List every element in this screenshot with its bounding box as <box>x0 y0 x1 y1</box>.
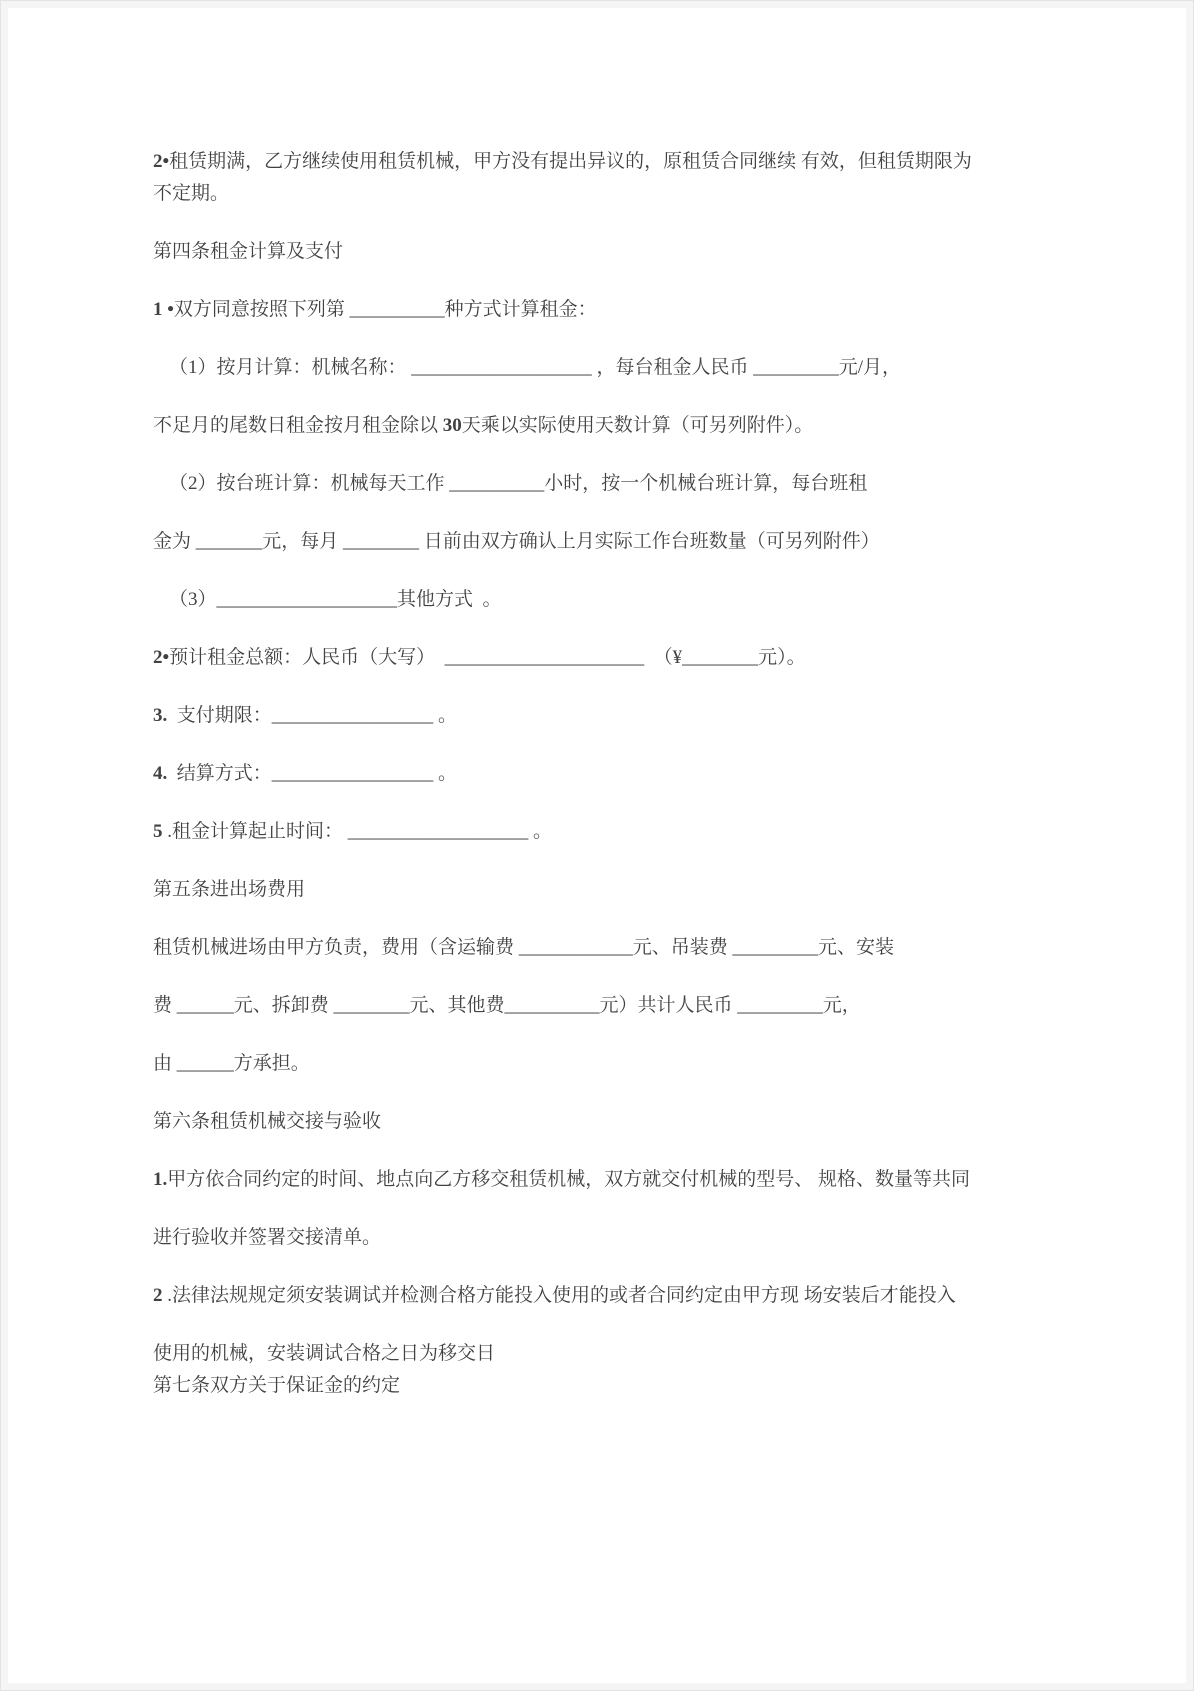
text-segment: 支付期限：_________________ 。 <box>167 705 458 726</box>
text-segment: 5 <box>153 821 163 842</box>
text-segment: 2• <box>153 151 170 172</box>
text-segment: 进行验收并签署交接清单。 <box>153 1227 382 1248</box>
text-segment: 3. <box>153 705 168 726</box>
document-line <box>153 1051 1053 1077</box>
document-line <box>153 877 1053 903</box>
text-segment: 天乘以实际使用天数计算（可另列附件）。 <box>461 415 814 436</box>
text-segment: 第七条双方关于保证金的约定 <box>153 1375 401 1396</box>
document-line <box>153 703 1053 729</box>
text-segment: 租赁期满，乙方继续使用租赁机械，甲方没有提出异议的，原租赁合同继续 有效，但租赁期限为 <box>169 151 972 172</box>
text-segment: 2• <box>153 647 170 668</box>
text-segment: 金为 _______元，每月 ________ 日前由双方确认上月实际工作台班数量（可另列附件） <box>153 531 880 552</box>
document-line <box>153 1225 1053 1251</box>
document-line <box>153 993 1053 1019</box>
document-line <box>153 181 1053 207</box>
document-line <box>153 1341 1053 1367</box>
document-body <box>153 149 1053 1399</box>
document-line <box>153 645 1053 671</box>
text-segment: （3）___________________其他方式 。 <box>169 589 502 610</box>
document-line <box>153 935 1053 961</box>
document-line <box>153 819 1053 845</box>
text-segment: 30 <box>442 415 462 436</box>
document-line <box>153 1167 1053 1193</box>
document-line <box>153 149 1053 175</box>
text-segment: 甲方依合同约定的时间、地点向乙方移交租赁机械，双方就交付机械的型号、 规格、数量等共同 <box>167 1169 971 1190</box>
text-segment: 预计租金总额：人民币（大写） _____________________ （¥________元）。 <box>169 647 806 668</box>
text-segment: 2 <box>153 1285 163 1306</box>
document-line <box>153 529 1053 555</box>
text-segment: 1. <box>153 1169 168 1190</box>
document-line <box>153 1283 1053 1309</box>
document-line <box>153 355 1053 381</box>
text-segment: 租赁机械进场由甲方负责，费用（含运输费 ____________元、吊装费 _________元、安装 <box>153 937 895 958</box>
text-segment: （2）按台班计算：机械每天工作 __________小时，按一个机械台班计算，每台班租 <box>169 473 868 494</box>
text-segment: 费 ______元、拆卸费 ________元、其他费__________元）共计人民币 _________元， <box>153 995 861 1016</box>
text-segment: 4. <box>153 763 168 784</box>
text-segment: 由 ______方承担。 <box>153 1053 310 1074</box>
document-line <box>153 761 1053 787</box>
document-line <box>153 1109 1053 1135</box>
text-segment: 不足月的尾数日租金按月租金除以 <box>153 415 443 436</box>
text-segment: 不定期。 <box>153 183 230 204</box>
text-segment: 第五条进出场费用 <box>153 879 306 900</box>
text-segment: .租金计算起止时间： ___________________ 。 <box>162 821 553 842</box>
document-line <box>153 587 1053 613</box>
text-segment: 双方同意按照下列第 __________种方式计算租金： <box>173 299 597 320</box>
document-line <box>153 297 1053 323</box>
document-line <box>153 471 1053 497</box>
document-line <box>153 413 1053 439</box>
text-segment: 1 • <box>153 299 174 320</box>
text-segment: （1）按月计算：机械名称： ___________________ ，每台租金人民币 _________元/月， <box>169 357 902 378</box>
document-line <box>153 239 1053 265</box>
text-segment: 第六条租赁机械交接与验收 <box>153 1111 382 1132</box>
text-segment: .法律法规规定须安装调试并检测合格方能投入使用的或者合同约定由甲方现 场安装后才能投入 <box>162 1285 956 1306</box>
text-segment: 结算方式：_________________ 。 <box>167 763 458 784</box>
text-segment: 使用的机械，安装调试合格之日为移交日 <box>153 1343 496 1364</box>
text-segment: 第四条租金计算及支付 <box>153 241 344 262</box>
document-line <box>153 1373 1053 1399</box>
